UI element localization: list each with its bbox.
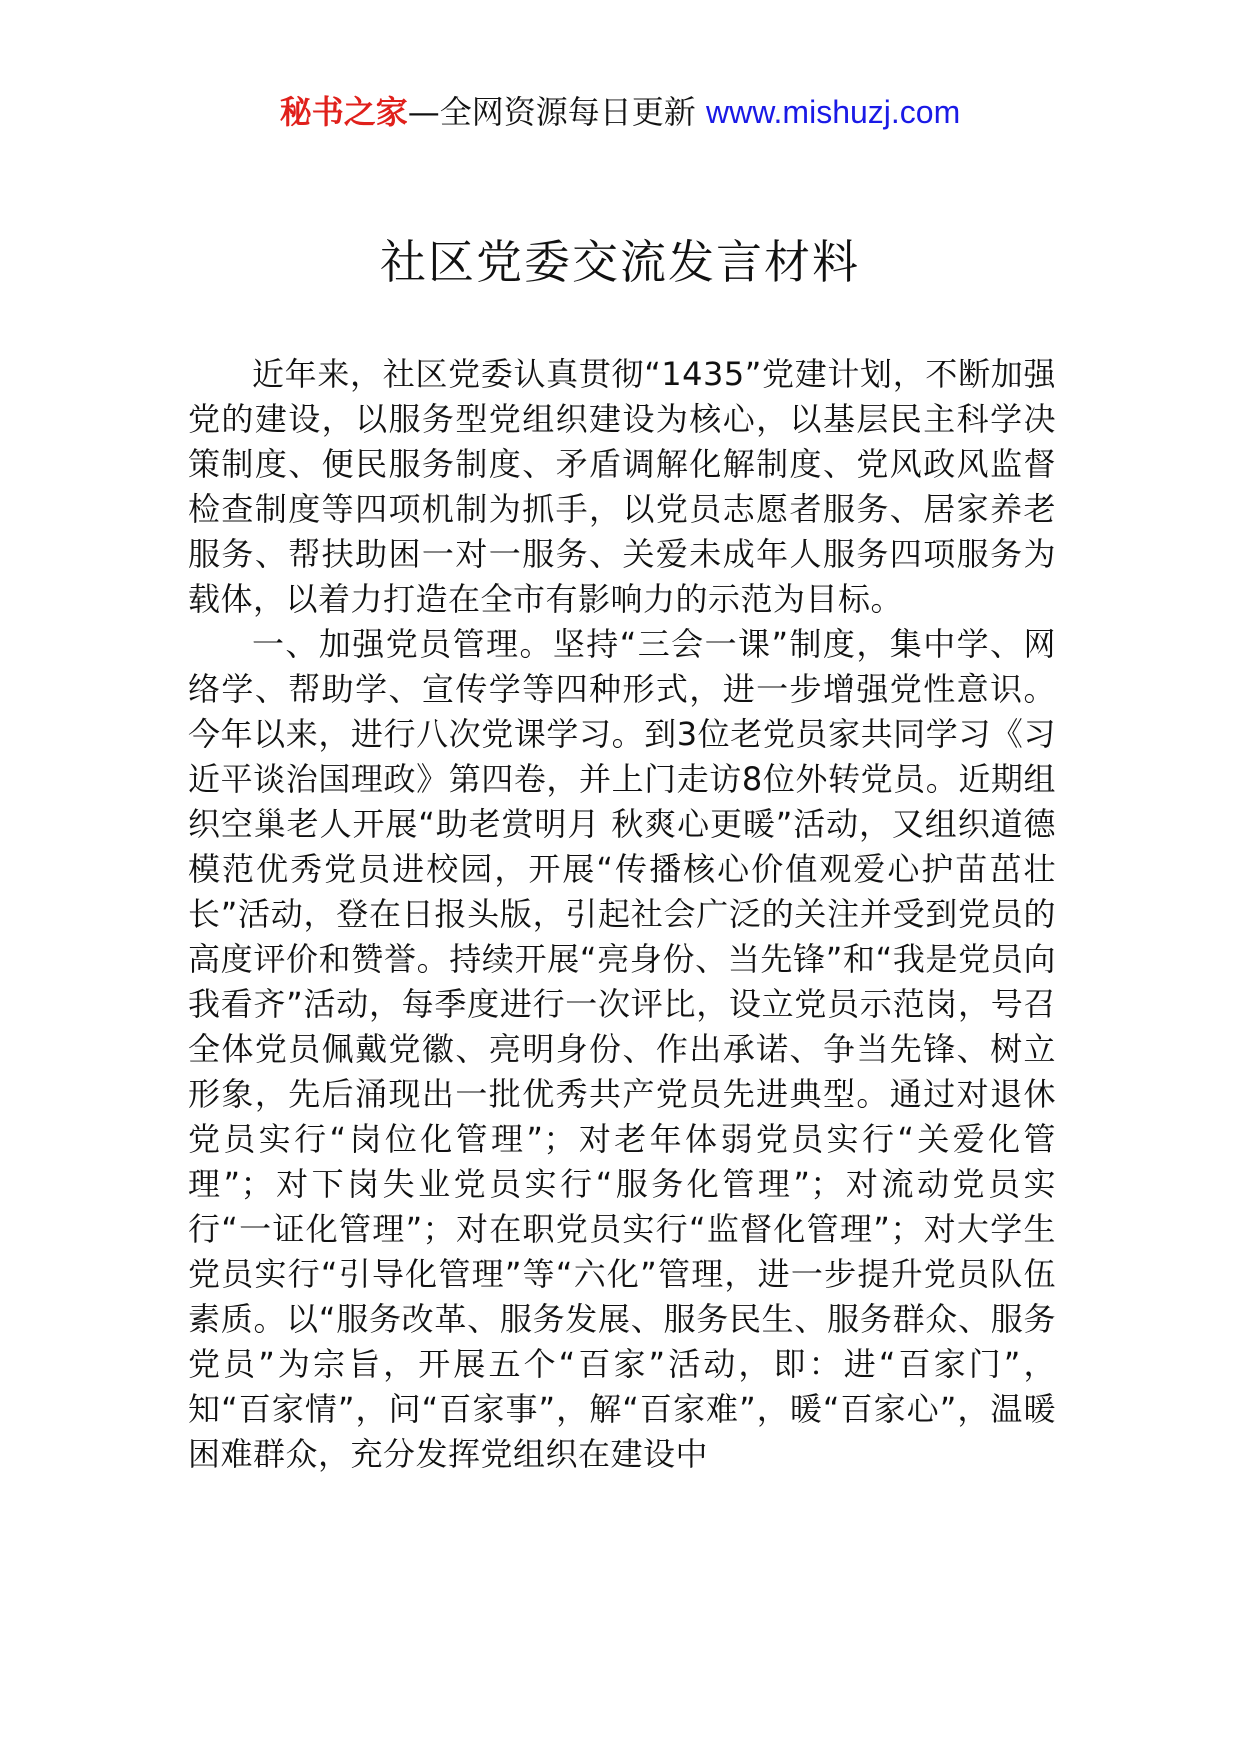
section-one-paragraph: 一、加强党员管理。坚持“三会一课”制度，集中学、网络学、帮助学、宣传学等四种形式，进一步增强党性意识。今年以来，进行八次党课学习。到3位老党员家共同学习《习近平谈治国理政》第四卷，并上门走访8位外转党员。近期组织空巢老人开展“助老赏明月 秋爽心更暖”活动，又组织道德模范优秀党员进校园，开展“传播核心价值观爱心护苗茁壮长”活动，登在日报头版，引起社会广泛的关注并受到党员的高度评价和赞誉。持续开展“亮身份、当先锋”和“我是党员向我看齐”活动，每季度进行一次评比，设立党员示范岗，号召全体党员佩戴党徽、亮明身份、作出承诺、争当先锋、树立形象，先后涌现出一批优秀共产党员先进典型。通过对退休党员实行“岗位化管理”；对老年体弱党员实行“关爱化管理”；对下岗失业党员实行“服务化管理”；对流动党员实行“一证化管理”；对在职党员实行“监督化管理”；对大学生党员实行“引导化管理”等“六化”管理，进一步提升党员队伍素质。以“服务改革、服务发展、服务民生、服务群众、服务党员”为宗旨，开展五个“百家”活动，即：进“百家门”，知“百家情”，问“百家事”，解“百家难”，暖“百家心”，温暖困难群众，充分发挥党组织在建设中 [188,625,1056,1473]
document-title: 社区党委交流发言材料 [380,235,860,289]
site-tagline: —全网资源每日更新 [407,93,706,131]
intro-paragraph: 近年来，社区党委认真贯彻“1435”党建计划，不断加强党的建设，以服务型党组织建设为核心，以基层民主科学决策制度、便民服务制度、矛盾调解化解制度、党风政风监督检查制度等四项机制为抓手，以党员志愿者服务、居家养老服务、帮扶助困一对一服务、关爱未成年人服务四项服务为载体，以着力打造在全市有影响力的示范为目标。 [188,355,1056,618]
document-body [188,352,1056,1477]
site-url-link[interactable]: www.mishuzj.com [705,94,961,130]
site-header [0,92,1240,132]
site-brand: 秘书之家 [279,93,408,131]
